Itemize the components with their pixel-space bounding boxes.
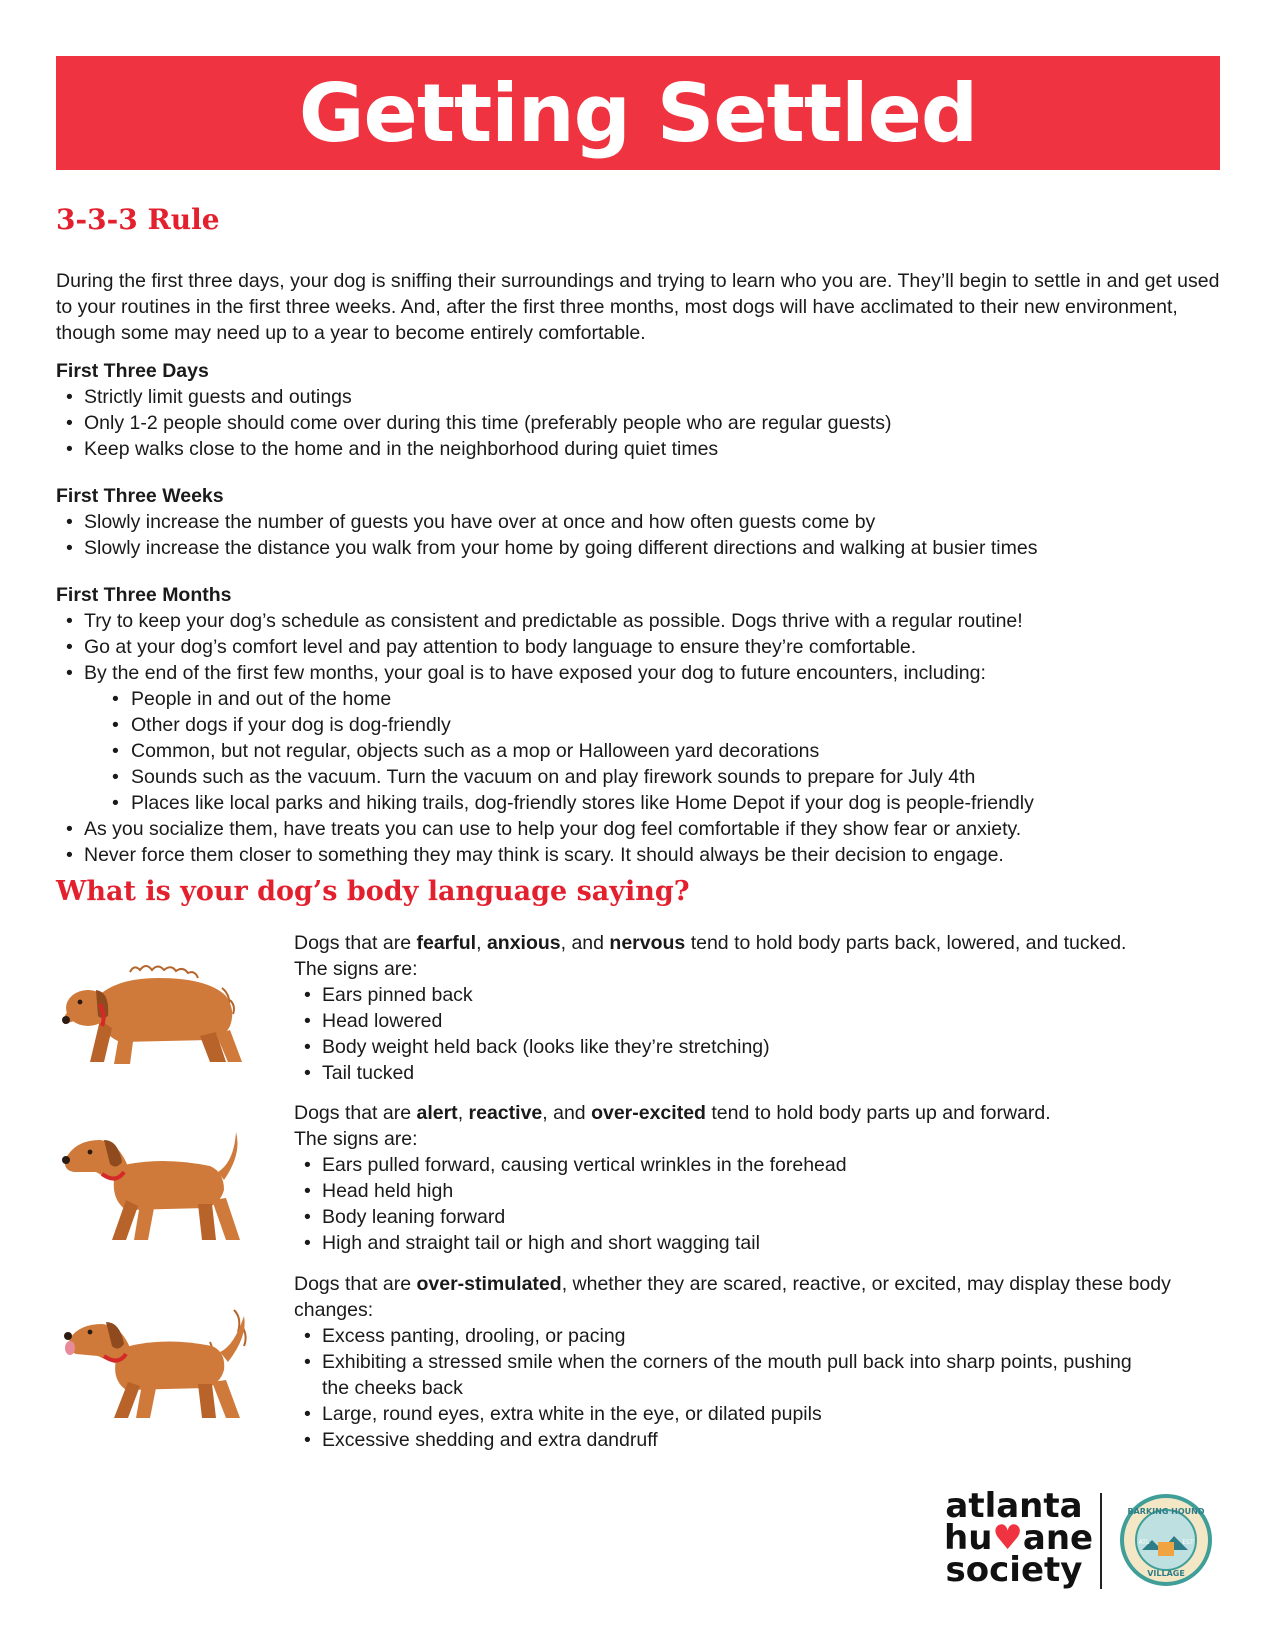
keyword: over-stimulated — [416, 1273, 562, 1295]
intro-text: Dogs that are — [294, 932, 417, 954]
alert-block — [294, 1100, 1224, 1256]
first-three-weeks-list — [56, 509, 1226, 561]
keyword: anxious — [486, 932, 561, 954]
alert-dog-illustration — [60, 1118, 250, 1244]
list-item: • Ears pinned back — [294, 982, 1224, 1008]
badge-left-text: ATL — [1138, 1539, 1150, 1546]
list-item: • Ears pulled forward, causing vertical wrinkles in the forehead — [294, 1152, 1224, 1178]
list-item: • People in and out of the home — [56, 686, 1226, 712]
badge-top-text: BARKING HOUND — [1127, 1507, 1205, 1516]
list-item: • By the end of the first few months, your goal is to have exposed your dog to future encounters, including: — [56, 660, 1226, 686]
intro-text: tend to hold body parts back, lowered, and tucked. — [685, 932, 1127, 954]
first-three-months-section — [56, 582, 1226, 868]
list-item: • Slowly increase the distance you walk from your home by going different directions and walking at busier times — [56, 535, 1226, 561]
first-three-months-title: First Three Months — [56, 584, 232, 606]
list-item: • Large, round eyes, extra white in the eye, or dilated pupils — [294, 1401, 1154, 1427]
first-three-months-list — [56, 608, 1226, 686]
badge-bottom-text: VILLAGE — [1147, 1569, 1185, 1578]
rule-intro: During the first three days, your dog is sniffing their surroundings and trying to learn who you are. They’ll begin to settle in and get used to your routines in the first three weeks. And, after the first three months, most dogs will have acclimated to their new environment, though some may need up to a year to become entirely comfortable. — [56, 270, 1220, 344]
intro-text: Dogs that are — [294, 1102, 417, 1124]
rule-heading: 3-3-3 Rule — [56, 203, 220, 236]
list-item: • Excessive shedding and extra dandruff — [294, 1427, 1154, 1453]
fearful-intro — [294, 930, 1224, 956]
list-item: • Tail tucked — [294, 1060, 1224, 1086]
overstimulated-block — [294, 1271, 1224, 1453]
list-item: • Go at your dog’s comfort level and pay attention to body language to ensure they’re comfortable. — [56, 634, 1226, 660]
signs-label: The signs are: — [294, 1128, 418, 1150]
list-item: • Strictly limit guests and outings — [56, 384, 1226, 410]
overstimulated-dog-illustration — [60, 1296, 250, 1420]
encounters-list — [56, 686, 1226, 816]
list-item: • Places like local parks and hiking trails, dog-friendly stores like Home Depot if your dog is people-friendly — [56, 790, 1226, 816]
atlanta-humane-society-logo — [944, 1486, 1094, 1590]
list-item: • Keep walks close to the home and in the neighborhood during quiet times — [56, 436, 1226, 462]
list-item: • Body weight held back (looks like they’re stretching) — [294, 1034, 1224, 1060]
list-item: • Exhibiting a stressed smile when the corners of the mouth pull back into sharp points, pushing the cheeks back — [294, 1349, 1154, 1401]
separator: , — [476, 932, 487, 954]
keyword: over-excited — [591, 1102, 706, 1124]
list-item: • Slowly increase the number of guests you have over at once and how often guests come by — [56, 509, 1226, 535]
separator: , and — [542, 1102, 592, 1124]
keyword: fearful — [416, 932, 477, 954]
overstimulated-intro — [294, 1271, 1224, 1323]
list-item: • High and straight tail or high and short wagging tail — [294, 1230, 1224, 1256]
first-three-weeks-section — [56, 483, 1226, 561]
list-item: • Sounds such as the vacuum. Turn the vacuum on and play firework sounds to prepare for July 4th — [56, 764, 1226, 790]
first-three-weeks-title: First Three Weeks — [56, 485, 224, 507]
heart-icon: ♥ — [992, 1518, 1023, 1558]
separator: , and — [560, 932, 610, 954]
logo-divider — [1100, 1493, 1102, 1589]
logo-line: atlanta — [945, 1486, 1083, 1526]
badge-right-text: EST — [1182, 1539, 1194, 1546]
alert-signs-list — [294, 1152, 1224, 1256]
overstimulated-signs-list — [294, 1323, 1154, 1453]
list-item: • Try to keep your dog’s schedule as consistent and predictable as possible. Dogs thrive with a regular routine! — [56, 608, 1226, 634]
first-three-days-list — [56, 384, 1226, 462]
shake-lines — [130, 966, 198, 978]
keyword: reactive — [468, 1102, 543, 1124]
alert-intro — [294, 1100, 1224, 1126]
intro-text: tend to hold body parts up and forward. — [705, 1102, 1051, 1124]
logo-line: society — [945, 1550, 1083, 1590]
fearful-signs-list — [294, 982, 1224, 1086]
fearful-dog-illustration — [60, 950, 250, 1068]
title-banner — [56, 56, 1220, 170]
intro-text: , whether they are scared, reactive, or excited, may display these body changes: — [294, 1273, 1171, 1321]
intro-text: Dogs that are — [294, 1273, 417, 1295]
list-item: • Other dogs if your dog is dog-friendly — [56, 712, 1226, 738]
list-item: • Excess panting, drooling, or pacing — [294, 1323, 1154, 1349]
fearful-block — [294, 930, 1224, 1086]
list-item: • Head held high — [294, 1178, 1224, 1204]
first-three-days-section — [56, 358, 1226, 462]
first-three-days-title: First Three Days — [56, 360, 209, 382]
list-item: • Head lowered — [294, 1008, 1224, 1034]
logo-text-part: hu — [944, 1518, 993, 1558]
list-item: • Only 1-2 people should come over during this time (preferably people who are regular guests) — [56, 410, 1226, 436]
list-item: • Common, but not regular, objects such as a mop or Halloween yard decorations — [56, 738, 1226, 764]
separator: , — [457, 1102, 469, 1124]
keyword: nervous — [609, 932, 686, 954]
socialize-list — [56, 816, 1226, 868]
logo-text-part: ane — [1022, 1518, 1094, 1558]
list-item: • Never force them closer to something they may think is scary. It should always be their decision to engage. — [56, 842, 1226, 868]
list-item: • As you socialize them, have treats you can use to help your dog feel comfortable if they show fear or anxiety. — [56, 816, 1226, 842]
body-language-heading: What is your dog’s body language saying? — [56, 876, 690, 907]
list-item: • Body leaning forward — [294, 1204, 1224, 1230]
signs-label: The signs are: — [294, 958, 418, 980]
page-title: Getting Settled — [298, 66, 978, 160]
keyword: alert — [416, 1102, 458, 1124]
barking-hound-village-badge — [1120, 1494, 1212, 1586]
